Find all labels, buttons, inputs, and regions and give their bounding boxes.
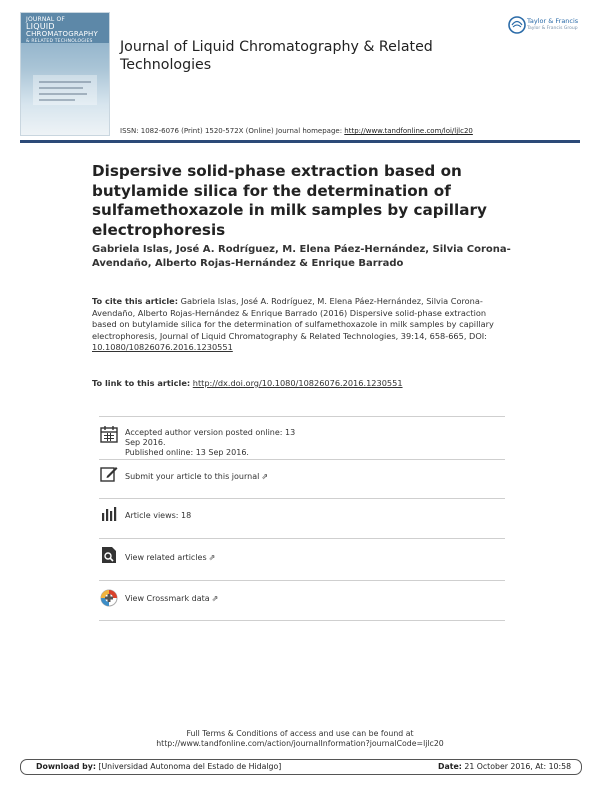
related-articles-icon	[100, 546, 118, 564]
citation-text: Gabriela Islas, José A. Rodríguez, M. Elena Páez-Hernández, Silvia Corona-Avendaño, Alberto Rojas-Hernández & Enrique Barrado (2016) Dispersive solid-phase extraction based on butylamide silica for the determination of sulfamethoxazole in milk samples by capillary electrophoresis, Journal of Liquid Chromatography & Related Technologies, 39:14, 658-665, DOI:	[92, 296, 494, 341]
divider	[99, 580, 505, 581]
publisher-group: Taylor & Francis Group	[527, 26, 578, 31]
header-rule	[20, 140, 580, 143]
terms-line-1: Full Terms & Conditions of access and use can be found at	[186, 729, 414, 738]
journal-homepage-link[interactable]: http://www.tandfonline.com/loi/ljlc20	[344, 127, 473, 135]
article-views: Article views: 18	[125, 511, 192, 520]
article-authors: Gabriela Islas, José A. Rodríguez, M. Elena Páez-Hernández, Silvia Corona-Avendaño, Alberto Rojas-Hernández & Enrique Barrado	[92, 244, 511, 269]
cover-line	[39, 87, 83, 89]
date-value: 21 October 2016, At: 10:58	[461, 762, 572, 771]
crossmark-icon	[100, 589, 118, 607]
divider	[99, 620, 505, 621]
crossmark-label: View Crossmark data	[125, 594, 210, 603]
accepted-line-2: Sep 2016.	[125, 438, 166, 447]
terms-line-2[interactable]: http://www.tandfonline.com/action/journalInformation?journalCode=ljlc20	[156, 739, 444, 748]
article-doi-link[interactable]: http://dx.doi.org/10.1080/10826076.2016.1230551	[192, 378, 403, 388]
edit-icon	[100, 465, 118, 483]
external-link-icon: ⇗	[208, 553, 216, 562]
calendar-icon	[100, 425, 118, 443]
journal-title: Journal of Liquid Chromatography & Related Technologies	[120, 39, 433, 73]
issn-line	[120, 127, 473, 135]
downloaded-by	[36, 762, 281, 771]
article-link-line	[92, 378, 403, 388]
link-label: To link to this article:	[92, 378, 191, 388]
divider	[99, 459, 505, 460]
accepted-line-1: Accepted author version posted online: 13	[125, 428, 296, 437]
cover-line	[39, 81, 91, 83]
terms-notice	[0, 729, 600, 749]
divider	[99, 498, 505, 499]
citation-doi-link[interactable]: 10.1080/10826076.2016.1230551	[92, 342, 233, 352]
cover-text-1: JOURNAL OF	[26, 16, 66, 23]
external-link-icon: ⇗	[261, 472, 269, 481]
cover-line	[39, 93, 87, 95]
related-articles-label: View related articles	[125, 553, 207, 562]
download-date	[438, 762, 571, 771]
submit-article-label: Submit your article to this journal	[125, 472, 260, 481]
journal-cover-image	[20, 12, 110, 136]
downloaded-by-value: [Universidad Autonoma del Estado de Hidalgo]	[95, 762, 282, 771]
date-label: Date:	[438, 762, 462, 771]
published-date: Published online: 13 Sep 2016.	[125, 448, 249, 457]
view-related-articles-link[interactable]	[125, 553, 215, 563]
bar-chart-icon	[100, 505, 118, 523]
publisher-name: Taylor & Francis	[527, 17, 579, 25]
cover-text-3: CHROMATOGRAPHY	[26, 30, 98, 38]
article-title: Dispersive solid-phase extraction based on butylamide silica for the determination of sulfamethoxazole in milk samples by capillary electrophoresis	[92, 162, 487, 239]
citation-block	[92, 296, 512, 354]
view-crossmark-link[interactable]	[125, 594, 218, 604]
external-link-icon: ⇗	[211, 594, 219, 603]
submit-article-link[interactable]	[125, 472, 268, 482]
divider	[99, 416, 505, 417]
cover-text-2: LIQUID	[26, 22, 55, 31]
cover-line	[39, 99, 75, 101]
issn-text: ISSN: 1082-6076 (Print) 1520-572X (Online) Journal homepage:	[120, 127, 345, 135]
cover-text-4: & RELATED TECHNOLOGIES	[26, 39, 93, 44]
downloaded-by-label: Download by:	[36, 762, 96, 771]
citation-label: To cite this article:	[92, 296, 178, 306]
divider	[99, 538, 505, 539]
publication-dates	[125, 428, 295, 458]
